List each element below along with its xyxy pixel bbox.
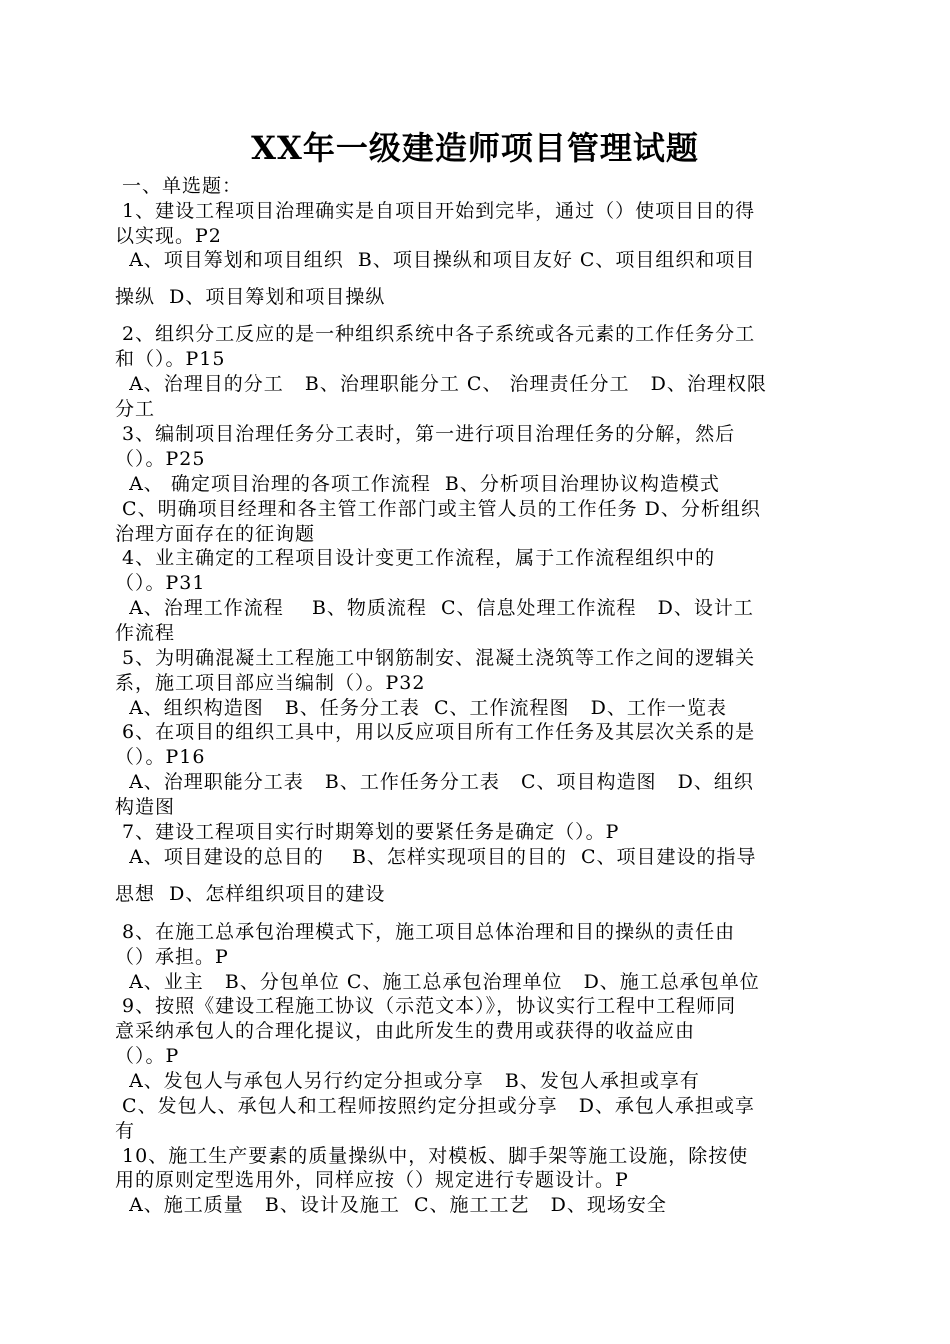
text-line: 和（）。P15 [115, 348, 226, 370]
text-line: A、施工质量 B、设计及施工 C、施工工艺 D、现场安全 [115, 1194, 667, 1216]
text-line: （）承担。P [115, 946, 229, 968]
page-title: XX年一级建造师项目管理试题 [251, 129, 699, 167]
text-line: 7、建设工程项目实行时期筹划的要紧任务是确定（）。P [115, 821, 620, 843]
text-line: A、组织构造图 B、任务分工表 C、工作流程图 D、工作一览表 [115, 697, 727, 719]
section-heading: 一、单选题： [115, 175, 243, 197]
text-line: 构造图 [115, 796, 176, 818]
text-line: 2、组织分工反应的是一种组织系统中各子系统或各元素的工作任务分工 [115, 323, 756, 345]
text-line: A、治理职能分工表 B、工作任务分工表 C、项目构造图 D、组织 [115, 771, 754, 793]
text-line: 治理方面存在的征询题 [115, 523, 316, 545]
text-line: 4、业主确定的工程项目设计变更工作流程，属于工作流程组织中的 [115, 547, 716, 569]
text-line: 10、施工生产要素的质量操纵中，对模板、脚手架等施工设施，除按使 [115, 1145, 749, 1167]
text-line: 5、为明确混凝土工程施工中钢筋制安、混凝土浇筑等工作之间的逻辑关 [115, 647, 756, 669]
text-line: A、项目筹划和项目组织 B、项目操纵和项目友好 C、项目组织和项目 [115, 249, 756, 271]
text-line: C、明确项目经理和各主管工作部门或主管人员的工作任务 D、分析组织 [115, 498, 761, 520]
text-line: A、发包人与承包人另行约定分担或分享 B、发包人承担或享有 [115, 1070, 700, 1092]
text-line: 操纵 D、项目筹划和项目操纵 [115, 286, 386, 308]
text-line: （）。P25 [115, 448, 206, 470]
text-line: 有 [115, 1120, 136, 1142]
text-line: 意采纳承包人的合理化提议，由此所发生的费用或获得的收益应由 [115, 1020, 696, 1042]
text-line: A、治理目的分工 B、治理职能分工 C、 治理责任分工 D、治理权限 [115, 373, 767, 395]
text-line: 3、编制项目治理任务分工表时，第一进行项目治理任务的分解，然后 [115, 423, 736, 445]
text-line: 分工 [115, 398, 156, 420]
text-line: C、发包人、承包人和工程师按照约定分担或分享 D、承包人承担或享 [115, 1095, 755, 1117]
text-line: A、 确定项目治理的各项工作流程 B、分析项目治理协议构造模式 [115, 473, 720, 495]
text-line: （）。P16 [115, 746, 206, 768]
text-line: （）。P31 [115, 572, 206, 594]
text-line: 作流程 [115, 622, 176, 644]
text-line: （）。P [115, 1045, 180, 1067]
text-line: A、治理工作流程 B、物质流程 C、信息处理工作流程 D、设计工 [115, 597, 754, 619]
text-line: A、业主 B、分包单位 C、施工总承包治理单位 D、施工总承包单位 [115, 971, 760, 993]
text-line: 9、按照《建设工程施工协议（示范文本）》，协议实行工程中工程师同 [115, 995, 737, 1017]
text-line: 系，施工项目部应当编制（）。P32 [115, 672, 426, 694]
text-line: 以实现。P2 [115, 225, 222, 247]
text-line: 6、在项目的组织工具中，用以反应项目所有工作任务及其层次关系的是 [115, 721, 756, 743]
text-line: 用的原则定型选用外，同样应按（）规定进行专题设计。P [115, 1169, 629, 1191]
text-line: A、项目建设的总目的 B、怎样实现项目的目的 C、项目建设的指导 [115, 846, 757, 868]
text-line: 思想 D、怎样组织项目的建设 [115, 883, 386, 905]
text-line: 1、建设工程项目治理确实是自项目开始到完毕，通过（）使项目目的得 [115, 200, 756, 222]
text-line: 8、在施工总承包治理模式下，施工项目总体治理和目的操纵的责任由 [115, 921, 736, 943]
